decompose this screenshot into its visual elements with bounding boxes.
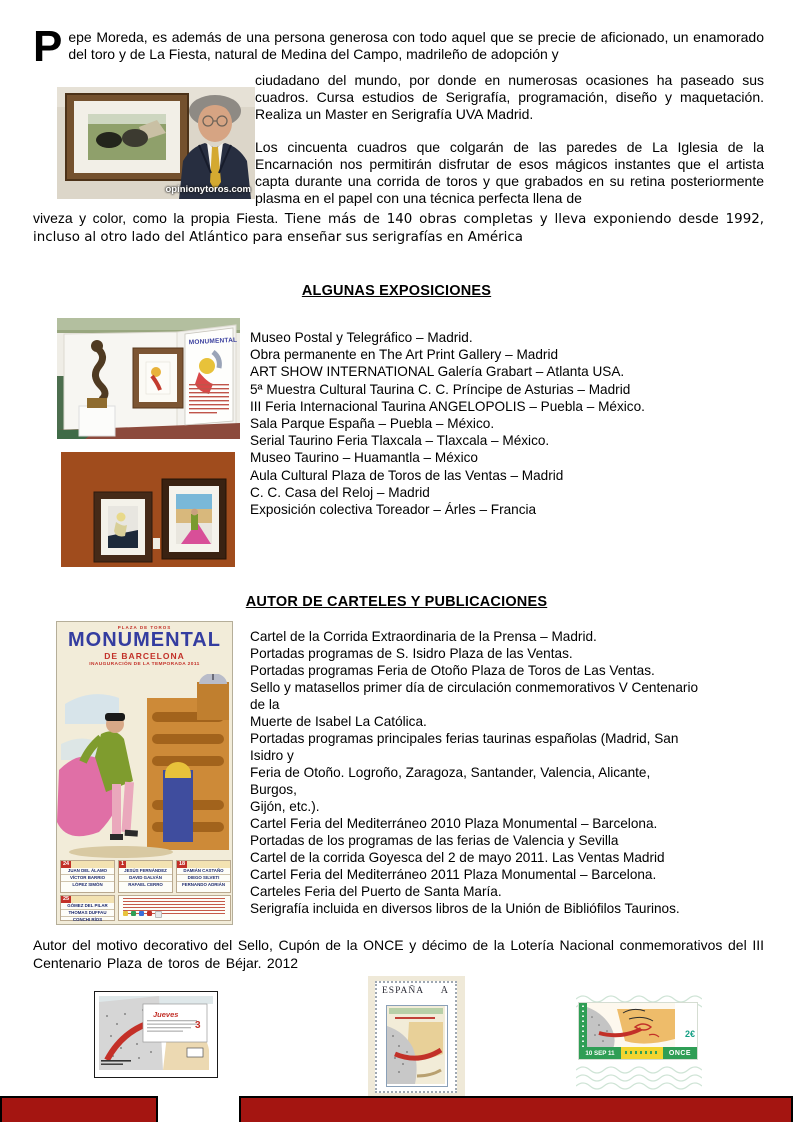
poster-name: DAMIÁN CASTAÑO: [183, 868, 224, 873]
once-middle-segment: [621, 1047, 663, 1059]
exhibition-photo-2: [61, 452, 235, 567]
stamp-country-label: ESPAÑA: [382, 986, 425, 996]
list-item: de la: [250, 697, 280, 712]
poster-name: VÍCTOR BARRIO: [61, 874, 114, 881]
poster-name: THOMAS DUFFAU: [61, 909, 114, 916]
list-item: Sello y matasellos primer día de circulación conmemorativos V Centenario: [250, 680, 699, 695]
poster-card-4: [60, 895, 115, 921]
list-item: Carteles Feria del Puerto de Santa María.: [250, 884, 502, 899]
chip-icon: [139, 911, 144, 916]
heading-carteles: AUTOR DE CARTELES Y PUBLICACIONES: [245, 594, 548, 610]
lottery-day-word: Jueves: [153, 1010, 179, 1019]
footer-bar-right: [239, 1096, 793, 1122]
stamp-picture-illustration: [387, 1006, 445, 1084]
once-brand-label: ONCE: [663, 1047, 697, 1059]
list-item: Serigrafía incluida en diversos libros de la Unión de Bibliófilos Taurinos.: [250, 901, 680, 916]
list-item: Portadas programas Feria de Otoño Plaza de Toros de Las Ventas.: [250, 663, 655, 678]
poster-illustration: [57, 674, 234, 860]
list-item: ART SHOW INTERNATIONAL Galería Grabart – Atlanta USA.: [250, 364, 625, 380]
once-date-label: 10 SEP 11: [579, 1047, 621, 1059]
poster-name: LÓPEZ SIMÓN: [61, 881, 114, 888]
list-item: Portadas de los programas de las ferias de Valencia y Sevilla: [250, 833, 619, 848]
footer-bar-left: [0, 1096, 158, 1122]
second-paragraph-wrap: [255, 139, 764, 207]
poster-card-day: 1: [121, 861, 125, 867]
espana-stamp: [375, 981, 457, 1093]
exhibition-photo-1: [57, 318, 240, 439]
list-item: Gijón, etc.).: [250, 799, 320, 814]
outro-paragraph: Autor del motivo decorativo del Sello, Cupón de la ONCE y décimo de la Lotería Nacional conmemorativos del III Centenario Plaza de toros de Béjar. 2012: [33, 937, 764, 971]
intro-paragraph-lead: [33, 22, 764, 71]
list-item: Museo Taurino – Huamantla – México: [250, 450, 478, 466]
once-side-strip: [579, 1003, 587, 1047]
list-item: Muerte de Isabel La Católica.: [250, 714, 427, 729]
poster-card-2: [118, 860, 173, 893]
list-item: Cartel de la Corrida Extraordinaria de la Prensa – Madrid.: [250, 629, 597, 644]
list-item: Feria de Otoño. Logroño, Zaragoza, Santander, Valencia, Alicante,: [250, 765, 651, 780]
photo-watermark: opinionytoros.com: [165, 184, 251, 195]
exhibition-poster-word: MONUMENTAL: [188, 336, 238, 347]
chip-icon: [155, 911, 162, 918]
poster-name: JESÚS FERNÁNDEZ: [124, 868, 167, 873]
list-item: Cartel Feria del Mediterráneo 2010 Plaza Monumental – Barcelona.: [250, 816, 658, 831]
poster-card-1: [60, 860, 115, 893]
stamp-rate-label: A: [440, 985, 448, 996]
list-item: III Feria Internacional Taurina ANGELOPOLIS – Puebla – México.: [250, 398, 645, 414]
monumental-poster: [56, 621, 233, 925]
chip-icon: [147, 911, 152, 916]
poster-card-3: [176, 860, 231, 893]
list-item: Burgos,: [250, 782, 297, 797]
exhibition-photo-2-illustration: [61, 452, 235, 567]
list-item: Isidro y: [250, 748, 294, 763]
list-item: Cartel Feria del Mediterráneo 2011 Plaza Monumental – Barcelona.: [250, 867, 657, 882]
intro-wrap-text: ciudadano del mundo, por donde en numerosas ocasiones ha paseado sus cuadros. Cursa estudios de Serigrafía, programación, diseño y maquetación. Realiza un Master en Serigrafía UVA Madrid.: [255, 72, 764, 122]
lottery-number: 3: [195, 1020, 201, 1031]
stamp-picture: [386, 1005, 448, 1087]
list-item: 5ª Muestra Cultural Taurina C. C. Príncipe de Asturias – Madrid: [250, 381, 631, 397]
list-item: C. C. Casa del Reloj – Madrid: [250, 484, 430, 500]
once-coupon-card: [578, 1002, 698, 1060]
poster-top-line: PLAZA DE TOROS: [117, 625, 172, 630]
list-item: Serial Taurino Feria Tlaxcala – Tlaxcala – México.: [250, 433, 550, 449]
list-item: Sala Parque España – Puebla – México.: [250, 416, 495, 432]
poster-logo-chips: [123, 911, 162, 918]
lottery-ticket-image: [94, 991, 218, 1078]
heading-expositions: ALGUNAS EXPOSICIONES: [301, 283, 492, 299]
list-item: Museo Postal y Telegráfico – Madrid.: [250, 330, 473, 345]
poster-name: CONCHI RÍOS: [61, 916, 114, 923]
second-paragraph-arial-text: Tiene más de 140 obras completas y lleva exponiendo desde 1992, incluso al otro lado del Atlántico para enseñar sus serigrafías en América: [33, 212, 764, 245]
chip-icon: [123, 911, 128, 916]
espana-stamp-image: [368, 976, 465, 1100]
poster-card-day: 24: [63, 861, 70, 867]
list-item: Portadas programas principales ferias taurinas españolas (Madrid, San: [250, 731, 679, 746]
once-scene-illustration: [587, 1003, 675, 1049]
intro-lead-text: epe Moreda, es además de una persona generosa con todo aquel que se precie de aficionado, un enamorado del toro y de La Fiesta, natural de Medina del Campo, madrileño de adopción y: [68, 29, 764, 62]
exhibition-photo-1-illustration: [57, 318, 240, 439]
list-item: Portadas programas de S. Isidro Plaza de las Ventas.: [250, 646, 573, 661]
once-bottom-bar: [579, 1047, 697, 1059]
carteles-list: [250, 628, 698, 917]
artist-photo-illustration: [57, 87, 255, 199]
lottery-ticket-illustration: [99, 996, 213, 1070]
second-paragraph-tail-text: viveza y color, como la propia Fiesta.: [33, 210, 285, 226]
once-coupon-image: [576, 994, 702, 1092]
poster-name: DAVID GALVÁN: [119, 874, 172, 881]
list-item: Aula Cultural Plaza de Toros de las Ventas – Madrid: [250, 467, 564, 483]
poster-season-line: INAUGURACIÓN DE LA TEMPORADA 2011: [89, 662, 200, 667]
poster-card-day: 25: [63, 896, 70, 902]
poster-card-day: 18: [179, 861, 186, 867]
poster-name: FERNANDO ADRIÁN: [177, 881, 230, 888]
second-paragraph-text: Los cincuenta cuadros que colgarán de las paredes de La Iglesia de la Encarnación nos permitirán disfrutar de esos mágicos instantes que el artista capta durante una corrida de toros y que grabados en su retina posteriormente plasma en el papel con una técnica perfecta llena de: [255, 139, 764, 206]
poster-name: GÓMEZ DEL PILAR: [67, 903, 108, 908]
chip-icon: [131, 911, 136, 916]
poster-name: JUAN DEL ÁLAMO: [67, 868, 108, 873]
intro-paragraph-wrap: [255, 72, 764, 123]
poster-cards: [60, 860, 229, 921]
poster-info-box: [118, 895, 231, 921]
drop-cap: P: [33, 22, 63, 71]
list-item: Cartel de la corrida Goyesca del 2 de mayo 2011. Las Ventas Madrid: [250, 850, 665, 865]
poster-name: DIEGO SILVETI: [177, 874, 230, 881]
list-item: Obra permanente en The Art Print Gallery – Madrid: [250, 347, 559, 363]
artist-photo: [57, 87, 255, 199]
expositions-list: [250, 329, 645, 518]
poster-subtitle: DE BARCELONA: [104, 651, 185, 661]
poster-title: MONUMENTAL: [68, 629, 221, 651]
second-paragraph-tail: [33, 210, 764, 246]
once-value-label: 2€: [684, 1029, 695, 1039]
poster-name: RAFAEL CERRO: [119, 881, 172, 888]
list-item: Exposición colectiva Toreador – Árles – Francia: [250, 502, 537, 518]
